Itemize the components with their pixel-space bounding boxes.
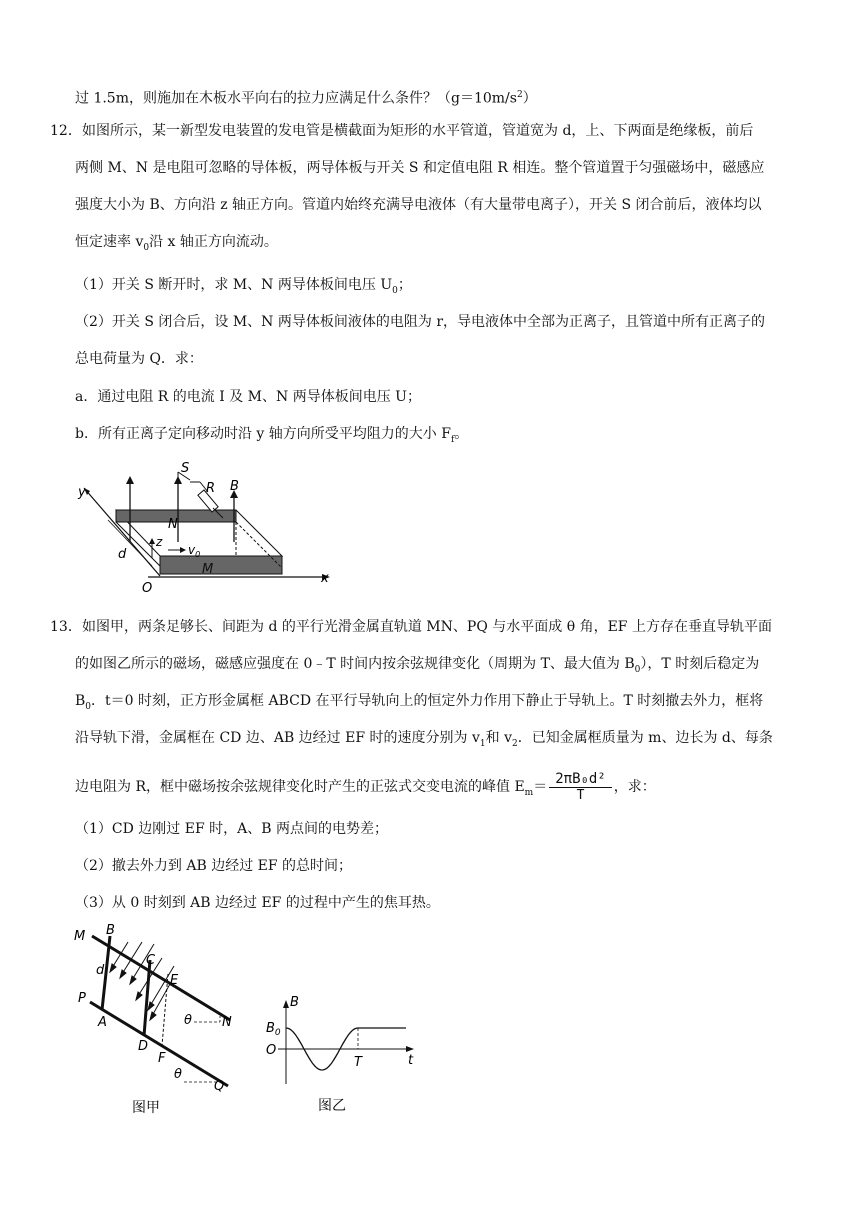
label-theta-1: θ — [184, 1013, 192, 1028]
label-theta-2: θ — [174, 1067, 182, 1082]
q13-part-2: （2）撤去外力到 AB 边经过 EF 的总时间； — [75, 858, 353, 874]
label-S: S — [181, 462, 190, 476]
label-B: B — [230, 479, 239, 494]
emf-peak-fraction: $\frac{\text{2πB₀d²}}{T}$ — [549, 771, 612, 804]
q13-figure-jia-inclined-rails — [70, 922, 250, 1122]
label-N: N — [222, 1015, 232, 1030]
label-O: O — [266, 1043, 277, 1058]
label-d: d — [118, 547, 127, 562]
caption-fig-yi: 图乙 — [318, 1098, 346, 1114]
label-d: d — [96, 963, 105, 978]
label-t: t — [408, 1053, 414, 1068]
label-T: T — [354, 1055, 362, 1070]
label-M: M — [74, 929, 86, 944]
label-B: B — [106, 923, 115, 938]
label-C: C — [146, 953, 156, 968]
q12-part-1: （1）开关 S 断开时，求 M、N 两导体板间电压 $U_0$； — [75, 277, 412, 296]
q12-line-4: 恒定速率 $v_0$沿 x 轴正方向流动。 — [75, 234, 278, 253]
q12-line-2: 两侧 M、N 是电阻可忽略的导体板，两导体板与开关 S 和定值电阻 R 相连。整个管道置于匀强磁场中，磁感应 — [75, 160, 765, 176]
q12-figure-generator-pipe — [68, 462, 338, 602]
question-13-number: 13． — [50, 619, 82, 635]
label-Q: Q — [214, 1079, 225, 1094]
q12-part-a: a．通过电阻 R 的电流 I 及 M、N 两导体板间电压 U； — [75, 389, 421, 405]
caption-fig-jia: 图甲 — [132, 1100, 160, 1116]
label-F: F — [158, 1051, 166, 1066]
label-B0: $B_0$ — [266, 1021, 281, 1038]
question-12-number: 12． — [50, 123, 82, 139]
q13-line-4: 沿导轨下滑，金属框在 CD 边、AB 边经过 EF 时的速度分别为 $v_1$和 $v_2$．已知金属框质量为 m、边长为 d、每条 — [75, 730, 773, 749]
label-z: z — [156, 535, 163, 549]
label-v0: $v_0$ — [188, 543, 201, 559]
label-B: B — [290, 995, 299, 1010]
label-x: x — [321, 571, 329, 586]
label-y: y — [78, 485, 86, 500]
label-D: D — [138, 1039, 149, 1054]
label-R: R — [206, 481, 216, 496]
q13-line-5: 边电阻为 R，框中磁场按余弦规律变化时产生的正弦式交变电流的峰值 $E_m=$ $\frac{\text{2πB₀d²}}{T}$ ，求： — [75, 770, 656, 803]
q11-tail-line: 过 1.5m，则施加在木板水平向右的拉力应满足什么条件？$(g=10m/s^2)$ — [75, 90, 537, 107]
q13-line-1: 如图甲，两条足够长、间距为 d 的平行光滑金属直轨道 MN、PQ 与水平面成 θ 角，EF 上方存在垂直导轨平面 — [82, 619, 772, 635]
label-A: A — [98, 1015, 107, 1030]
q13-figure-yi-b-t-graph — [258, 992, 428, 1122]
q12-line-3: 强度大小为 B、方向沿 z 轴正方向。管道内始终充满导电液体（有大量带电离子），开关 S 闭合前后，液体均以 — [75, 197, 762, 213]
label-N: N — [168, 517, 178, 532]
q12-part-2-cont: 总电荷量为 Q．求： — [75, 351, 203, 367]
q13-line-3: $B_0$．t＝0 时刻，正方形金属框 ABCD 在平行导轨向上的恒定外力作用下静止于导轨上。T 时刻撤去外力，框将 — [75, 693, 764, 712]
label-O: O — [142, 581, 153, 596]
q12-line-1: 如图所示，某一新型发电装置的发电管是横截面为矩形的水平管道，管道宽为 d，上、下两面是绝缘板，前后 — [82, 123, 754, 139]
q13-line-2: 的如图乙所示的磁场，磁感应强度在 0﹣T 时间内按余弦规律变化（周期为 T、最大值为 $B_0$），T 时刻后稳定为 — [75, 656, 760, 675]
q12-part-2: （2）开关 S 闭合后，设 M、N 两导体板间液体的电阻为 r，导电液体中全部为正离子，且管道中所有正离子的 — [75, 314, 766, 330]
label-E: E — [170, 973, 179, 988]
q12-part-b: b．所有正离子定向移动时沿 y 轴方向所受平均阻力的大小 $F_f$。 — [75, 426, 469, 445]
label-P: P — [78, 991, 86, 1006]
label-M: M — [202, 562, 214, 577]
q13-part-1: （1）CD 边刚过 EF 时，A、B 两点间的电势差； — [75, 821, 388, 837]
q13-part-3: （3）从 0 时刻到 AB 边经过 EF 的过程中产生的焦耳热。 — [75, 895, 440, 911]
